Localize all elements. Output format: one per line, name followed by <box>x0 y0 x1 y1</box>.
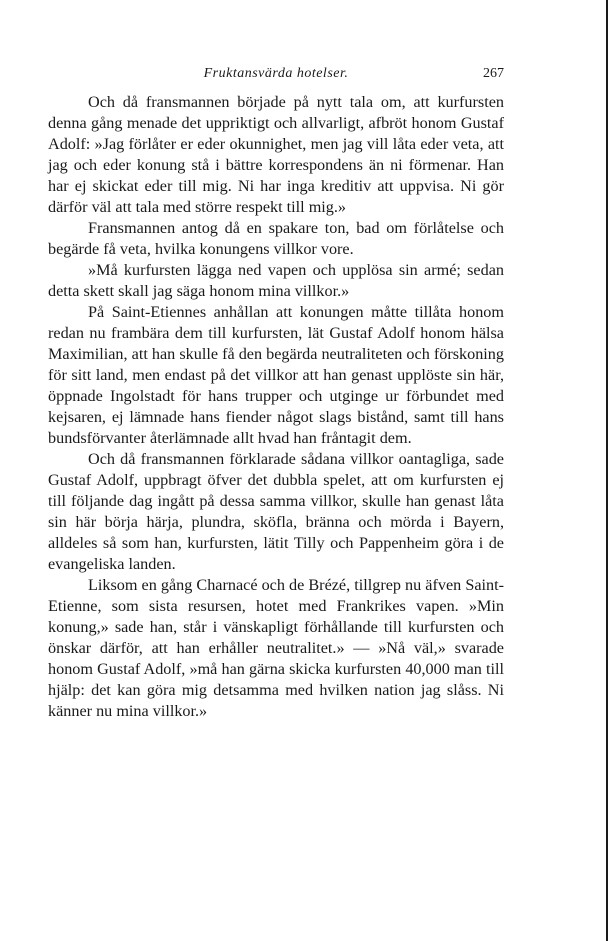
paragraph: På Saint-Etiennes anhållan att konungen måtte tillåta honom redan nu frambära dem till kurfursten, lät Gustaf Adolf honom hälsa Maximilian, att han skulle få den begärda neutraliteten och förskoning för sitt land, men endast på det villkor att han genast upplöste sin här, öppnade Ingolstadt för hans trupper och utginge ur förbundet med kejsaren, ej lämnade hans fiender något slags bistånd, samt till hans bundsförvanter återlämnade allt hvad han fråntagit dem. <box>48 303 504 447</box>
paragraph: Och då fransmannen förklarade sådana villkor oantagliga, sade Gustaf Adolf, uppbragt öfver det dubbla spelet, att om kurfursten ej till följande dag ingått på dessa samma villkor, skulle han genast låta sin här börja härja, plundra, sköfla, bränna och mörda i Bayern, alldeles så som han, kurfursten, lätit Tilly och Pappenheim göra i de evangeliska landen. <box>48 450 504 573</box>
paragraph: »Må kurfursten lägga ned vapen och upplösa sin armé; sedan detta skett skall jag säga honom mina villkor.» <box>48 261 504 300</box>
paragraph: Och då fransmannen började på nytt tala om, att kurfursten denna gång menade det uppriktigt och allvarligt, afbröt honom Gustaf Adolf: »Jag förlåter er eder okunnighet, men jag vill låta eder veta, att jag och eder konung stå i bättre korrespondens än ni förmenar. Han har ej skickat eder till mig. Ni har inga kreditiv att uppvisa. Ni gör därför väl att tala med större respekt till mig.» <box>48 93 504 216</box>
paragraph: Liksom en gång Charnacé och de Brézé, tillgrep nu äfven Saint-Etienne, som sista resursen, hotet med Frankrikes vapen. »Min konung,» sade han, står i vänskapligt förhållande till kurfursten och önskar därför, att han erhåller neutralitet.» — »Nå väl,» svarade honom Gustaf Adolf, »må han gärna skicka kurfursten 40,000 man till hjälp: det kan göra mig detsamma med hvilken nation jag slåss. Ni känner nu mina villkor.» <box>48 576 504 720</box>
page-number: 267 <box>483 66 504 81</box>
paragraph: Fransmannen antog då en spakare ton, bad om förlåtelse och begärde få veta, hvilka konungens villkor vore. <box>48 219 504 258</box>
page-header <box>48 66 504 86</box>
running-title: Fruktansvärda hotelser. <box>203 66 349 81</box>
body-text <box>48 92 504 722</box>
